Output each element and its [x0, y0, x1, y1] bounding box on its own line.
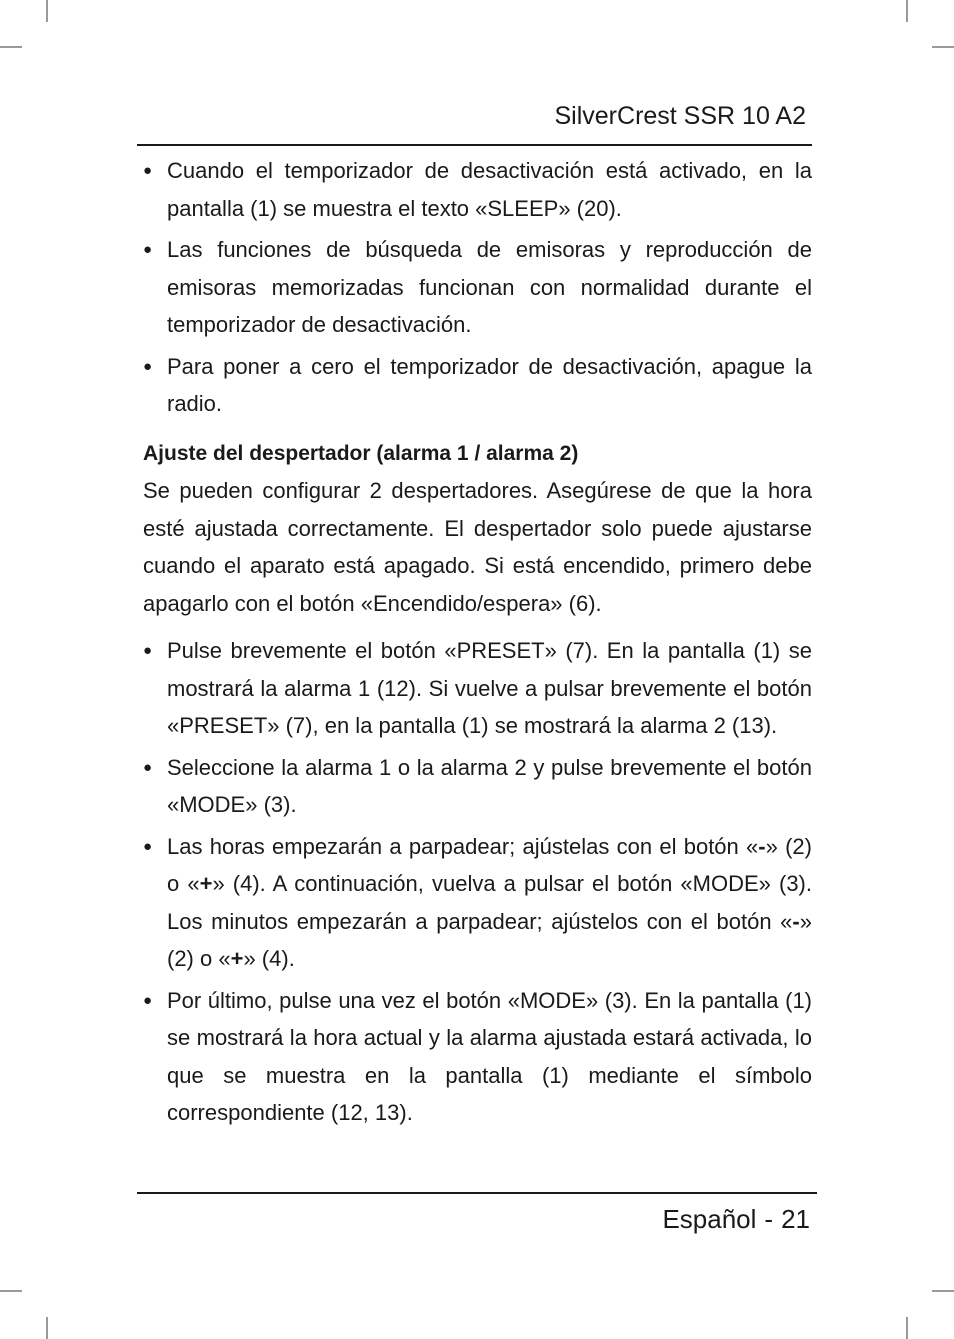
- text-run: » (2) o «: [167, 833, 812, 896]
- header-rule: [137, 144, 812, 146]
- crop-mark: [0, 1290, 22, 1292]
- bullet-icon: ●: [143, 758, 153, 776]
- header-title: SilverCrest SSR 10 A2: [554, 102, 806, 130]
- text-run: » (4).: [243, 946, 295, 971]
- bullet-icon: ●: [143, 837, 153, 855]
- list-item-text: Pulse brevemente el botón «PRESET» (7). En la pantalla (1) se mostrará la alarma 1 (12). Si vuelve a pulsar brevemente el botón «PRESET» (7), en la pantalla (1) se mostrará la alarma 2 (13).: [167, 638, 812, 738]
- footer-rule: [137, 1192, 817, 1194]
- list-item: [143, 749, 812, 824]
- list-item: [143, 152, 812, 227]
- list-item-text: Para poner a cero el temporizador de desactivación, apague la radio.: [167, 353, 812, 416]
- list-item-text: [167, 834, 812, 972]
- list-item-text: Cuando el temporizador de desactivación está activado, en la pantalla (1) se muestra el texto «SLEEP» (20).: [167, 158, 812, 221]
- section-heading: Ajuste del despertador (alarma 1 / alarma 2): [143, 441, 579, 465]
- plus-symbol: +: [230, 946, 244, 971]
- footer-separator: -: [764, 1204, 774, 1234]
- text-run: » (4). A continuación, vuelva a pulsar el botón «MODE» (3). Los minutos empezarán a parpadear; ajústelos con el botón «: [167, 871, 812, 934]
- bullet-icon: ●: [143, 357, 153, 375]
- crop-mark: [0, 46, 22, 48]
- crop-mark: [46, 0, 48, 22]
- list-item-text: Por último, pulse una vez el botón «MODE» (3). En la pantalla (1) se mostrará la hora actual y la alarma ajustada estará activada, lo que se muestra en la pantalla (1) mediante el símbolo correspondiente (12, 13).: [167, 987, 812, 1125]
- list-item-text: Las funciones de búsqueda de emisoras y reproducción de emisoras memorizadas funcionan con normalidad durante el temporizador de desactivación.: [167, 237, 812, 337]
- bullet-icon: ●: [143, 162, 153, 179]
- list-item: [143, 231, 812, 344]
- list-item-text: Seleccione la alarma 1 o la alarma 2 y pulse brevemente el botón «MODE» (3).: [167, 754, 812, 817]
- bullet-icon: ●: [143, 991, 153, 1009]
- text-run: Las horas empezarán a parpadear; ajústelas con el botón «: [167, 833, 759, 859]
- list-item: [143, 348, 812, 423]
- footer-language: Español: [662, 1204, 757, 1234]
- plus-symbol: +: [199, 871, 213, 896]
- crop-mark: [906, 1317, 908, 1339]
- list-item: [143, 982, 812, 1132]
- minus-symbol: -: [758, 833, 766, 859]
- minus-symbol: -: [792, 908, 800, 934]
- section-intro: Se pueden configurar 2 despertadores. Asegúrese de que la hora esté ajustada correctamente. El despertador solo puede ajustarse cuando el aparato está apagado. Si está encendido, primero debe apagarlo con el botón «Encendido/espera» (6).: [143, 478, 812, 616]
- crop-mark: [932, 1290, 954, 1292]
- crop-mark: [46, 1317, 48, 1339]
- bullet-icon: ●: [143, 642, 153, 659]
- page-content: [143, 152, 812, 1136]
- page-number: 21: [781, 1204, 810, 1234]
- list-item: [143, 632, 812, 745]
- crop-mark: [906, 0, 908, 22]
- list-item: [143, 828, 812, 978]
- crop-mark: [932, 46, 954, 48]
- page-footer: [662, 1202, 810, 1236]
- text-run: » (2) o «: [167, 908, 812, 971]
- bullet-icon: ●: [143, 241, 153, 258]
